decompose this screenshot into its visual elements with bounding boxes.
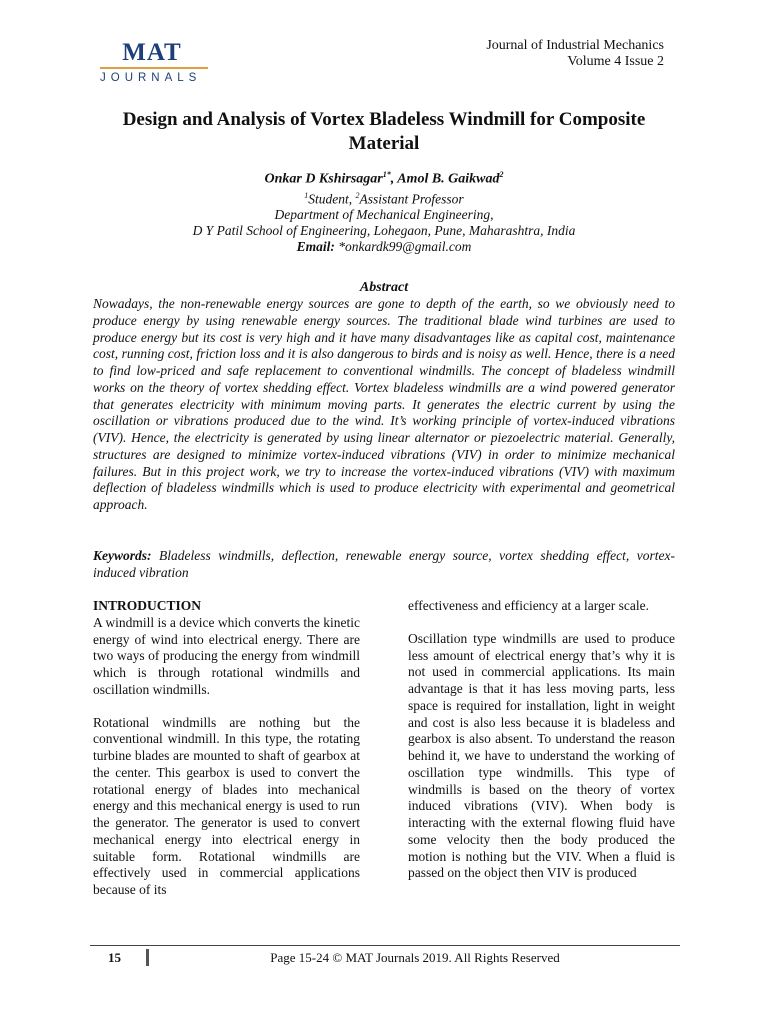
body-column-left [93,598,360,915]
page-number: 15 [108,950,121,965]
body-paragraph: Rotational windmills are nothing but the conventional windmill. In this type, the rotating turbine blades are mounted to shaft of gearbox at the center. This gearbox is used to convert the rotational energy of blades into mechanical energy and this mechanical energy is used to run the generator. The generator is used to convert mechanical energy into electrical energy in suitable form. Rotational windmills are effectively used in commercial applications because of its [93,714,360,897]
department: Department of Mechanical Engineering, [274,207,494,223]
keywords-label: Keywords: [93,548,152,563]
keywords-text: Bladeless windmills, deflection, renewable energy source, vortex shedding effect, vortex-induced vibration [93,548,675,580]
volume-issue: Volume 4 Issue 2 [567,54,664,69]
email-line [90,239,678,255]
role-1-sup: 1 [304,190,309,200]
author-separator: , [390,171,398,187]
footer-copyright: Page 15-24 © MAT Journals 2019. All Rights Reserved [270,950,560,965]
journal-logo [100,40,212,85]
footer-divider [146,949,149,966]
author-1: Onkar D Kshirsagar [264,171,383,187]
body-paragraph: effectiveness and efficiency at a larger scale. [408,598,649,613]
journal-info [486,38,664,70]
logo-mat-text: MAT [122,39,182,66]
role-1: Student, [308,191,356,207]
logo-underline [100,67,208,69]
introduction-heading: INTRODUCTION [93,598,202,613]
institution: D Y Patil School of Engineering, Lohegaon, Pune, Maharashtra, India [192,223,576,239]
body-column-right [408,598,675,898]
role-2-sup: 2 [355,190,360,200]
author-block [90,166,678,255]
email-address[interactable]: *onkardk99@gmail.com [334,239,472,255]
abstract-heading: Abstract [359,280,409,295]
author-1-sup: 1* [382,170,391,179]
role-2: Assistant Professor [359,191,464,207]
roles-line [90,188,678,208]
body-paragraph: Oscillation type windmills are used to produce less amount of electrical energy that’s why it is not used in commercial applications. Its main advantage is that it has less moving parts, less space is required for installation, light in weight and cost is also less because it is bladeless and gearbox is also absent. To understand the reason behind it, we have to understand the working of oscillation type windmills. This type of windmills is based on the theory of vortex induced vibrations (VIV). When body is interacting with the external flowing fluid have some velocity then the body produced the motion is nothing but the VIV. When a fluid is passed on the object then VIV is produced [408,630,675,881]
keywords [93,547,675,581]
author-2: Amol B. Gaikwad [397,171,500,187]
authors-line [90,166,678,188]
journal-name: Journal of Industrial Mechanics [486,38,664,53]
footer-rule [90,945,680,946]
body-paragraph: A windmill is a device which converts the kinetic energy of wind into electrical energy. There are two ways of producing the energy from windmill which is through rotational windmills and oscillation windmills. [93,614,360,697]
abstract-text: Nowadays, the non-renewable energy sources are gone to depth of the earth, so we obviously need to produce energy by using renewable energy sources. The traditional blade wind turbines are used to produce energy but its cost is very high and it have many disadvantages like as capital cost, maintenance cost, running cost, friction loss and it is also dangerous to birds and is noisy as well. Hence, there is a need to find low-priced and safe replacement to conventional windmills. The concept of bladeless windmill works on the theory of vortex shedding effect. Vortex bladeless windmills are a wind powered generator that generates electricity with minimum moving parts. It generates the electric current by using the oscillation or vibrations produced due to the wind. It’s working principle of vortex-induced vibrations (VIV). Hence, the electricity is generated by using linear alternator or piezoelectric material. Generally, structures are designed to minimize vortex-induced vibrations (VIV) in order to minimize mechanical failures. But in this project work, we try to increase the vortex-induced vibrations (VIV) with maximum deflection of bladeless windmills which is used to produce electricity with experimental and geometrical approach. [93,296,675,512]
logo-journals-text: JOURNALS [100,72,202,84]
paper-title: Design and Analysis of Vortex Bladeless Windmill for Composite Material [122,109,646,154]
email-label: Email: [296,239,335,255]
author-2-sup: 2 [499,170,504,179]
